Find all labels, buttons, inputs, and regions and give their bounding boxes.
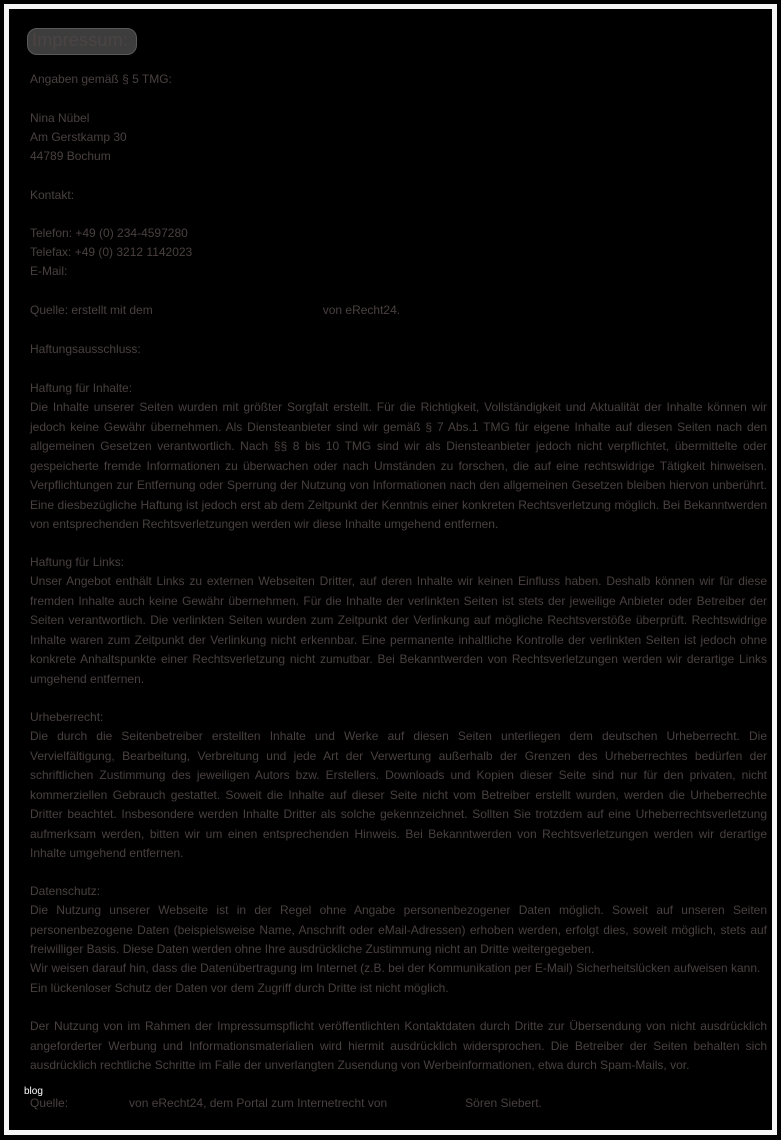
provider-city: 44789 Bochum [30, 149, 111, 163]
page-title: Impressum: [27, 28, 137, 55]
provider-heading: Angaben gemäß § 5 TMG: [30, 72, 172, 86]
provider-name: Nina Nübel [30, 111, 90, 125]
footer-source-middle: von eRecht24, dem Portal zum Internetrecht von [129, 1096, 388, 1110]
section-heading-privacy: Datenschutz: [30, 884, 101, 898]
source-suffix: von eRecht24. [322, 303, 401, 317]
section-body-privacy: Die Nutzung unserer Webseite ist in der Regel ohne Angabe personenbezogener Daten möglich. Soweit auf unseren Seiten personenbezogene Daten (beispielsweise Name, Anschrift oder eMail-Adressen) erhoben werden, erfolgt dies, soweit möglich, stets auf freiwilliger Basis. Diese Daten werden ohne Ihre ausdrückliche Zustimmung nicht an Dritte weitergegeben. [30, 903, 767, 956]
contact-fax: Telefax: +49 (0) 3212 1142023 [30, 245, 193, 259]
footer-source-suffix: Sören Siebert. [465, 1096, 542, 1110]
contact-phone: Telefon: +49 (0) 234-4597280 [30, 226, 188, 240]
spam-notice: Der Nutzung von im Rahmen der Impressumspflicht veröffentlichten Kontaktdaten durch Dritte zur Übersendung von nicht ausdrücklich angeforderter Werbung und Informationsmaterialien wird hiermit ausdrücklich widersprochen. Die Betreiber der Seiten behalten sich ausdrücklich rechtliche Schritte im Falle der unverlangten Zusendung von Werbeinformationen, etwa durch Spam-Mails, vor. [30, 1019, 767, 1072]
contact-heading: Kontakt: [30, 188, 75, 202]
footer-source-prefix: Quelle: [30, 1096, 69, 1110]
section-body-links-liability: Unser Angebot enthält Links zu externen Webseiten Dritter, auf deren Inhalte wir keinen Einfluss haben. Deshalb können wir für diese fremden Inhalte auch keine Gewähr übernehmen. Für die Inhalte der verlinkten Seiten ist stets der jeweilige Anbieter oder Betreiber der Seiten verantwortlich. Die verlinkten Seiten wurden zum Zeitpunkt der Verlinkung auf mögliche Rechtsverstöße überprüft. Rechtswidrige Inhalte waren zum Zeitpunkt der Verlinkung nicht erkennbar. Eine permanente inhaltliche Kontrolle der verlinkten Seiten ist jedoch ohne konkrete Anhaltspunkte einer Rechtsverletzung nicht zumutbar. Bei Bekanntwerden von Rechtsverletzungen werden wir derartige Links umgehend entfernen. [30, 574, 767, 686]
provider-street: Am Gerstkamp 30 [30, 130, 127, 144]
section-heading-copyright: Urheberrecht: [30, 710, 104, 724]
section-body-copyright: Die durch die Seitenbetreiber erstellten Inhalte und Werke auf diesen Seiten unterliegen dem deutschen Urheberrecht. Die Vervielfältigung, Bearbeitung, Verbreitung und jede Art der Verwertung außerhalb der Grenzen des Urheberrechtes bedürfen der schriftlichen Zustimmung des jeweiligen Autors bzw. Erstellers. Downloads und Kopien dieser Seite sind nur für den privaten, nicht kommerziellen Gebrauch gestattet. Soweit die Inhalte auf dieser Seite nicht vom Betreiber erstellt wurden, werden die Urheberrechte Dritter beachtet. Insbesondere werden Inhalte Dritter als solche gekennzeichnet. Sollten Sie trotzdem auf eine Urheberrechtsverletzung aufmerksam werden, bitten wir um einen entsprechenden Hinweis. Bei Bekanntwerden von Rechtsverletzungen werden wir derartige Inhalte umgehend entfernen. [30, 729, 767, 860]
section-heading-content-liability: Haftung für Inhalte: [30, 381, 133, 395]
section-body-privacy-2: Wir weisen darauf hin, dass die Datenübertragung im Internet (z.B. bei der Kommunikation per E-Mail) Sicherheitslücken aufweisen kann. Ein lückenloser Schutz der Daten vor dem Zugriff durch Dritte ist nicht möglich. [30, 961, 761, 995]
contact-email-label: E-Mail: [30, 264, 68, 278]
footer-source-line [30, 1094, 542, 1114]
source-prefix: Quelle: erstellt mit dem [30, 303, 153, 317]
section-body-content-liability: Die Inhalte unserer Seiten wurden mit größter Sorgfalt erstellt. Für die Richtigkeit, Vollständigkeit und Aktualität der Inhalte können wir jedoch keine Gewähr übernehmen. Als Diensteanbieter sind wir gemäß § 7 Abs.1 TMG für eigene Inhalte auf diesen Seiten nach den allgemeinen Gesetzen verantwortlich. Nach §§ 8 bis 10 TMG sind wir als Diensteanbieter jedoch nicht verpflichtet, übermittelte oder gespeicherte fremde Informationen zu überwachen oder nach Umständen zu forschen, die auf eine rechtswidrige Tätigkeit hinweisen. Verpflichtungen zur Entfernung oder Sperrung der Nutzung von Informationen nach den allgemeinen Gesetzen bleiben hiervon unberührt. Eine diesbezügliche Haftung ist jedoch erst ab dem Zeitpunkt der Kenntnis einer konkreten Rechtsverletzung möglich. Bei Bekanntwerden von entsprechenden Rechtsverletzungen werden wir diese Inhalte umgehend entfernen. [30, 400, 767, 531]
section-heading-links-liability: Haftung für Links: [30, 555, 125, 569]
page-content-area [11, 11, 768, 1128]
disclaimer-heading: Haftungsausschluss: [30, 342, 141, 356]
blog-overlay-label[interactable]: blog [24, 1086, 43, 1097]
source-line [30, 301, 400, 321]
